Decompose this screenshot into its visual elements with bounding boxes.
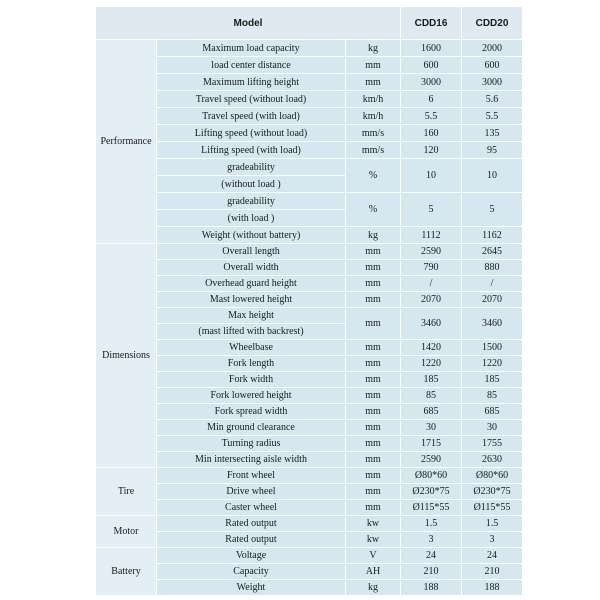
value-cdd20: 1500 — [462, 340, 523, 356]
table-row — [96, 74, 523, 91]
unit-cell: kw — [346, 532, 401, 548]
value-cdd16: 3000 — [401, 74, 462, 91]
unit-cell: mm — [346, 292, 401, 308]
table-row — [96, 484, 523, 500]
value-cdd20: 24 — [462, 548, 523, 564]
table-row — [96, 244, 523, 260]
value-cdd16: Ø80*60 — [401, 468, 462, 484]
item-label: Capacity — [157, 564, 346, 580]
item-label: Caster wheel — [157, 500, 346, 516]
table-row — [96, 516, 523, 532]
value-cdd20: 1162 — [462, 227, 523, 244]
category-performance: Performance — [96, 40, 157, 244]
value-cdd16: 188 — [401, 580, 462, 596]
unit-cell: mm/s — [346, 142, 401, 159]
unit-cell: mm — [346, 74, 401, 91]
table-row — [96, 404, 523, 420]
item-label: Rated output — [157, 532, 346, 548]
item-label: Drive wheel — [157, 484, 346, 500]
value-cdd20: 2645 — [462, 244, 523, 260]
unit-cell: mm — [346, 244, 401, 260]
unit-cell: mm — [346, 484, 401, 500]
value-cdd20: 3 — [462, 532, 523, 548]
category-motor: Motor — [96, 516, 157, 548]
item-label: Lifting speed (without load) — [157, 125, 346, 142]
value-cdd16: 2590 — [401, 244, 462, 260]
value-cdd20: 95 — [462, 142, 523, 159]
value-cdd20: 3460 — [462, 308, 523, 340]
item-label: Maximum lifting height — [157, 74, 346, 91]
unit-cell: % — [346, 193, 401, 227]
item-label: Overall width — [157, 260, 346, 276]
table-row — [96, 142, 523, 159]
item-label: Min ground clearance — [157, 420, 346, 436]
value-cdd16: 24 — [401, 548, 462, 564]
category-battery: Battery — [96, 548, 157, 596]
value-cdd20: 685 — [462, 404, 523, 420]
value-cdd16: 120 — [401, 142, 462, 159]
table-row — [96, 548, 523, 564]
unit-cell: mm — [346, 372, 401, 388]
value-cdd20: 5.5 — [462, 108, 523, 125]
unit-cell: mm — [346, 260, 401, 276]
value-cdd20: Ø80*60 — [462, 468, 523, 484]
spec-table — [95, 6, 523, 596]
value-cdd16: 10 — [401, 159, 462, 193]
item-label: Overall length — [157, 244, 346, 260]
value-cdd20: 2630 — [462, 452, 523, 468]
item-label: Maximum load capacity — [157, 40, 346, 57]
table-row — [96, 468, 523, 484]
value-cdd20: 135 — [462, 125, 523, 142]
value-cdd20: 600 — [462, 57, 523, 74]
item-label: Fork length — [157, 356, 346, 372]
value-cdd16: 1.5 — [401, 516, 462, 532]
table-row — [96, 372, 523, 388]
value-cdd16: 685 — [401, 404, 462, 420]
table-row — [96, 356, 523, 372]
item-label: gradeability — [157, 193, 346, 210]
item-label: Fork width — [157, 372, 346, 388]
value-cdd20: 210 — [462, 564, 523, 580]
value-cdd16: 600 — [401, 57, 462, 74]
item-label: gradeability — [157, 159, 346, 176]
table-row — [96, 292, 523, 308]
value-cdd16: 3 — [401, 532, 462, 548]
item-label: Wheelbase — [157, 340, 346, 356]
item-label: (without load ) — [157, 176, 346, 193]
table-row — [96, 40, 523, 57]
value-cdd20: 185 — [462, 372, 523, 388]
table-row — [96, 193, 523, 210]
table-row — [96, 91, 523, 108]
value-cdd16: 185 — [401, 372, 462, 388]
value-cdd20: 880 — [462, 260, 523, 276]
table-row — [96, 340, 523, 356]
category-tire: Tire — [96, 468, 157, 516]
value-cdd16: 1715 — [401, 436, 462, 452]
value-cdd20: 3000 — [462, 74, 523, 91]
unit-cell: V — [346, 548, 401, 564]
table-row — [96, 452, 523, 468]
value-cdd16: 2590 — [401, 452, 462, 468]
item-label: Fork spread width — [157, 404, 346, 420]
item-label: Weight (without battery) — [157, 227, 346, 244]
unit-cell: mm — [346, 468, 401, 484]
unit-cell: mm — [346, 340, 401, 356]
header-cdd16: CDD16 — [401, 7, 462, 40]
header-cdd20: CDD20 — [462, 7, 523, 40]
unit-cell: km/h — [346, 108, 401, 125]
unit-cell: mm — [346, 388, 401, 404]
unit-cell: mm — [346, 404, 401, 420]
value-cdd20: 30 — [462, 420, 523, 436]
item-label: Mast lowered height — [157, 292, 346, 308]
value-cdd16: 30 — [401, 420, 462, 436]
item-label: (with load ) — [157, 210, 346, 227]
table-row — [96, 580, 523, 596]
unit-cell: mm — [346, 356, 401, 372]
value-cdd16: Ø115*55 — [401, 500, 462, 516]
value-cdd16: 1600 — [401, 40, 462, 57]
value-cdd20: 188 — [462, 580, 523, 596]
table-row — [96, 108, 523, 125]
value-cdd16: 5.5 — [401, 108, 462, 125]
value-cdd16: Ø230*75 — [401, 484, 462, 500]
unit-cell: mm — [346, 500, 401, 516]
table-row — [96, 125, 523, 142]
value-cdd20: 2000 — [462, 40, 523, 57]
item-label: Voltage — [157, 548, 346, 564]
value-cdd20: 85 — [462, 388, 523, 404]
table-row — [96, 57, 523, 74]
item-label: Turning radius — [157, 436, 346, 452]
table-row — [96, 500, 523, 516]
table-row — [96, 308, 523, 324]
table-row — [96, 227, 523, 244]
table-row — [96, 260, 523, 276]
item-label: Travel speed (with load) — [157, 108, 346, 125]
value-cdd16: 1420 — [401, 340, 462, 356]
category-dimensions: Dimensions — [96, 244, 157, 468]
value-cdd20: 1.5 — [462, 516, 523, 532]
value-cdd16: 3460 — [401, 308, 462, 340]
value-cdd16: 790 — [401, 260, 462, 276]
table-row — [96, 436, 523, 452]
item-label: Rated output — [157, 516, 346, 532]
unit-cell: mm — [346, 308, 401, 340]
value-cdd16: 85 — [401, 388, 462, 404]
value-cdd16: 1220 — [401, 356, 462, 372]
unit-cell: mm — [346, 452, 401, 468]
value-cdd20: 1220 — [462, 356, 523, 372]
item-label: Weight — [157, 580, 346, 596]
unit-cell: kg — [346, 580, 401, 596]
table-row — [96, 564, 523, 580]
value-cdd20: 1755 — [462, 436, 523, 452]
table-row — [96, 159, 523, 176]
value-cdd20: Ø230*75 — [462, 484, 523, 500]
item-label: Min intersecting aisle width — [157, 452, 346, 468]
table-row — [96, 388, 523, 404]
header-row — [96, 7, 523, 40]
item-label: Overhead guard height — [157, 276, 346, 292]
unit-cell: mm — [346, 57, 401, 74]
unit-cell: AH — [346, 564, 401, 580]
table-row — [96, 532, 523, 548]
value-cdd16: / — [401, 276, 462, 292]
value-cdd16: 5 — [401, 193, 462, 227]
table-row — [96, 420, 523, 436]
value-cdd16: 160 — [401, 125, 462, 142]
value-cdd20: Ø115*55 — [462, 500, 523, 516]
item-label: Fork lowered height — [157, 388, 346, 404]
value-cdd16: 2070 — [401, 292, 462, 308]
unit-cell: kw — [346, 516, 401, 532]
value-cdd20: 5 — [462, 193, 523, 227]
item-label: Travel speed (without load) — [157, 91, 346, 108]
item-label: Front wheel — [157, 468, 346, 484]
unit-cell: km/h — [346, 91, 401, 108]
item-label: Lifting speed (with load) — [157, 142, 346, 159]
item-label: load center distance — [157, 57, 346, 74]
table-row — [96, 276, 523, 292]
spec-table-body — [96, 40, 523, 596]
header-model: Model — [96, 7, 401, 40]
item-label: (mast lifted with backrest) — [157, 324, 346, 340]
unit-cell: mm — [346, 436, 401, 452]
unit-cell: % — [346, 159, 401, 193]
unit-cell: mm — [346, 420, 401, 436]
value-cdd20: / — [462, 276, 523, 292]
value-cdd20: 2070 — [462, 292, 523, 308]
value-cdd20: 5.6 — [462, 91, 523, 108]
unit-cell: kg — [346, 227, 401, 244]
value-cdd16: 6 — [401, 91, 462, 108]
value-cdd16: 1112 — [401, 227, 462, 244]
value-cdd16: 210 — [401, 564, 462, 580]
item-label: Max height — [157, 308, 346, 324]
unit-cell: mm/s — [346, 125, 401, 142]
value-cdd20: 10 — [462, 159, 523, 193]
unit-cell: kg — [346, 40, 401, 57]
unit-cell: mm — [346, 276, 401, 292]
